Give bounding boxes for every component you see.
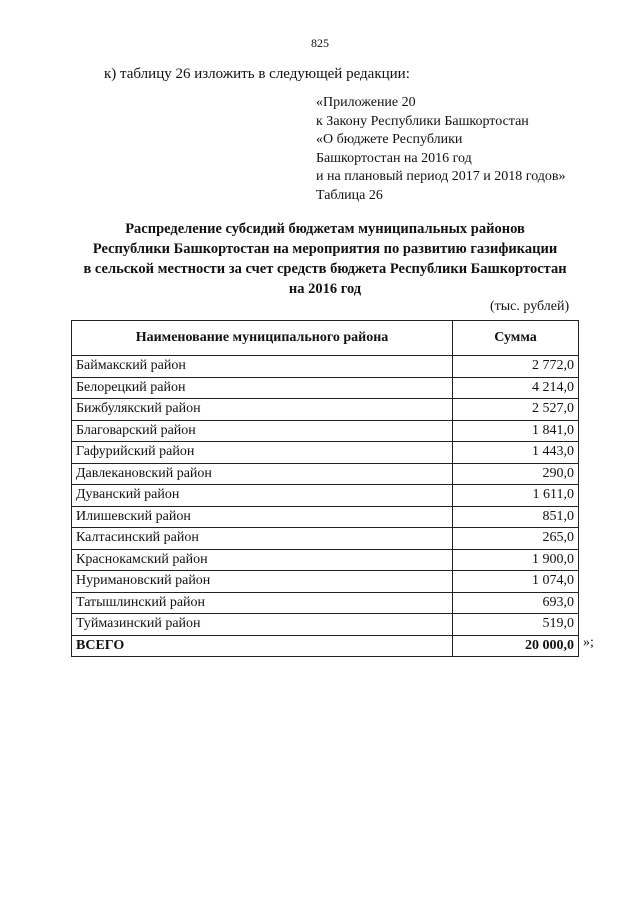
total-sum: 20 000,0 bbox=[453, 635, 579, 657]
district-sum: 290,0 bbox=[453, 463, 579, 485]
closing-quote: »; bbox=[583, 635, 594, 650]
district-sum: 851,0 bbox=[453, 506, 579, 528]
table-header-row bbox=[72, 321, 579, 356]
table-row bbox=[72, 549, 579, 571]
appendix-line: Таблица 26 bbox=[316, 187, 383, 203]
district-sum: 693,0 bbox=[453, 592, 579, 614]
table-row bbox=[72, 399, 579, 421]
district-sum: 265,0 bbox=[453, 528, 579, 550]
title-line: на 2016 год bbox=[288, 281, 362, 297]
district-name: Гафурийский район bbox=[72, 442, 453, 464]
table-row bbox=[72, 463, 579, 485]
column-header-name: Наименование муниципального района bbox=[72, 321, 453, 356]
district-sum: 2 527,0 bbox=[453, 399, 579, 421]
table-row bbox=[72, 528, 579, 550]
table-row bbox=[72, 420, 579, 442]
district-name: Баймакский район bbox=[72, 356, 453, 378]
table-row bbox=[72, 442, 579, 464]
district-sum: 1 611,0 bbox=[453, 485, 579, 507]
district-name: Нуримановский район bbox=[72, 571, 453, 593]
appendix-reference bbox=[316, 94, 566, 205]
title-line: Распределение субсидий бюджетам муниципальных районов bbox=[125, 221, 525, 237]
district-sum: 1 443,0 bbox=[453, 442, 579, 464]
district-name: Туймазинский район bbox=[72, 614, 453, 636]
title-line: в сельской местности за счет средств бюджета Республики Башкортостан bbox=[83, 261, 567, 277]
table-row bbox=[72, 377, 579, 399]
appendix-line: и на плановый период 2017 и 2018 годов» bbox=[316, 169, 566, 184]
district-sum: 2 772,0 bbox=[453, 356, 579, 378]
district-name: Калтасинский район bbox=[72, 528, 453, 550]
title-line: Республики Башкортостан на мероприятия по развитию газификации bbox=[92, 241, 558, 257]
district-name: Белорецкий район bbox=[72, 377, 453, 399]
district-sum: 1 841,0 bbox=[453, 420, 579, 442]
district-name: Дуванский район bbox=[72, 485, 453, 507]
district-name: Бижбулякский район bbox=[72, 399, 453, 421]
subsidy-table bbox=[71, 320, 579, 657]
appendix-line: «О бюджете Республики bbox=[316, 132, 463, 147]
district-sum: 519,0 bbox=[453, 614, 579, 636]
district-sum: 1 900,0 bbox=[453, 549, 579, 571]
district-name: Илишевский район bbox=[72, 506, 453, 528]
appendix-line: к Закону Республики Башкортостан bbox=[316, 113, 529, 129]
table-row bbox=[72, 614, 579, 636]
district-sum: 1 074,0 bbox=[453, 571, 579, 593]
appendix-line: Башкортостан на 2016 год bbox=[316, 150, 472, 166]
total-row bbox=[72, 635, 579, 657]
total-label: ВСЕГО bbox=[72, 635, 453, 657]
intro-text: к) таблицу 26 изложить в следующей редакции: bbox=[104, 66, 410, 82]
appendix-line: «Приложение 20 bbox=[316, 95, 416, 110]
table-row bbox=[72, 571, 579, 593]
district-sum: 4 214,0 bbox=[453, 377, 579, 399]
page-number: 825 bbox=[311, 36, 329, 50]
district-name: Татышлинский район bbox=[72, 592, 453, 614]
district-name: Краснокамский район bbox=[72, 549, 453, 571]
table-row bbox=[72, 592, 579, 614]
table-row bbox=[72, 506, 579, 528]
table-row bbox=[72, 485, 579, 507]
column-header-sum: Сумма bbox=[453, 321, 579, 356]
table-row bbox=[72, 356, 579, 378]
units-label: (тыс. рублей) bbox=[490, 299, 570, 314]
district-name: Благоварский район bbox=[72, 420, 453, 442]
table-title bbox=[40, 219, 610, 299]
district-name: Давлекановский район bbox=[72, 463, 453, 485]
